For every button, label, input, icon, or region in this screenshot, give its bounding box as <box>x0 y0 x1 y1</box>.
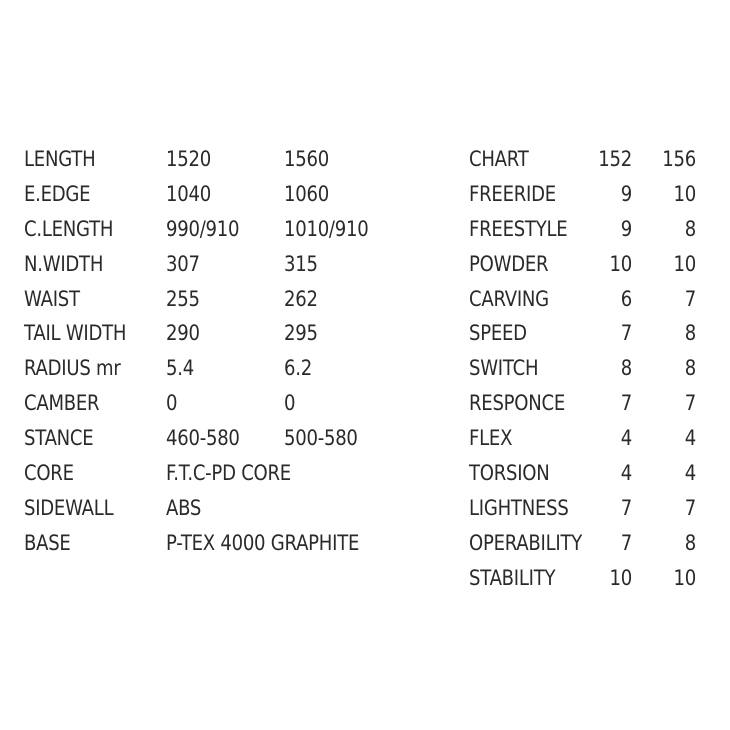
row-value: 1560 <box>284 147 329 171</box>
row-value: 4 <box>620 461 632 486</box>
row-label: CAMBER <box>24 391 100 416</box>
row-value: 460-580 <box>166 426 240 451</box>
row-label: FLEX <box>469 426 513 451</box>
row-label: N.WIDTH <box>24 251 104 276</box>
row-value: 255 <box>166 286 200 311</box>
row-value: 4 <box>684 426 696 451</box>
row-value: 6 <box>620 286 632 311</box>
row-value: 8 <box>684 216 696 241</box>
row-value: 7 <box>620 495 632 520</box>
row-value: 315 <box>284 251 318 276</box>
row-value: 295 <box>284 321 318 346</box>
row-value: 500-580 <box>284 426 358 451</box>
row-value: 7 <box>684 286 696 311</box>
row-label: RADIUS mr <box>24 356 121 381</box>
row-value: 1010/910 <box>284 216 369 241</box>
row-value: 9 <box>620 181 632 206</box>
row-value: 0 <box>166 391 178 416</box>
row-value: 1040 <box>166 181 211 206</box>
row-label: SPEED <box>469 321 527 346</box>
row-label: SIDEWALL <box>24 495 114 520</box>
row-value: ABS <box>166 495 202 520</box>
row-value: 10 <box>673 251 696 276</box>
row-label: LIGHTNESS <box>469 495 569 520</box>
row-value: P-TEX 4000 GRAPHITE <box>166 530 360 555</box>
row-label: STANCE <box>24 426 94 451</box>
row-label: C.LENGTH <box>24 216 114 241</box>
row-label: CHART <box>469 147 529 171</box>
row-label: SWITCH <box>469 356 539 381</box>
row-label: CORE <box>24 461 74 486</box>
row-value: 6.2 <box>284 356 312 381</box>
row-label: POWDER <box>469 251 549 276</box>
row-value: 7 <box>620 391 632 416</box>
row-label: STABILITY <box>469 565 556 590</box>
row-value: 8 <box>620 356 632 381</box>
row-value: F.T.C-PD CORE <box>166 461 291 486</box>
row-value: 8 <box>684 321 696 346</box>
row-value: 1060 <box>284 181 329 206</box>
row-value: 7 <box>620 321 632 346</box>
row-value: 10 <box>609 565 632 590</box>
row-label: WAIST <box>24 286 80 311</box>
row-value: 262 <box>284 286 318 311</box>
row-value: 1520 <box>166 147 211 171</box>
row-label: E.EDGE <box>24 181 91 206</box>
row-value: 152 <box>598 147 632 171</box>
row-label: OPERABILITY <box>469 530 583 555</box>
row-value: 290 <box>166 321 200 346</box>
row-value: 8 <box>684 530 696 555</box>
row-value: 0 <box>284 391 296 416</box>
row-value: 4 <box>684 461 696 486</box>
row-value: 10 <box>673 565 696 590</box>
row-label: FREESTYLE <box>469 216 568 241</box>
row-value: 307 <box>166 251 200 276</box>
row-value: 156 <box>662 147 696 171</box>
row-label: CARVING <box>469 286 549 311</box>
row-label: RESPONCE <box>469 391 565 416</box>
row-label: BASE <box>24 530 71 555</box>
row-label: FREERIDE <box>469 181 556 206</box>
row-value: 7 <box>620 530 632 555</box>
row-value: 7 <box>684 391 696 416</box>
row-value: 9 <box>620 216 632 241</box>
row-value: 8 <box>684 356 696 381</box>
row-value: 4 <box>620 426 632 451</box>
row-value: 5.4 <box>166 356 194 381</box>
row-value: 990/910 <box>166 216 240 241</box>
row-value: 10 <box>609 251 632 276</box>
row-label: LENGTH <box>24 147 96 171</box>
row-label: TAIL WIDTH <box>24 321 127 346</box>
row-label: TORSION <box>469 461 550 486</box>
row-value: 10 <box>673 181 696 206</box>
row-value: 7 <box>684 495 696 520</box>
